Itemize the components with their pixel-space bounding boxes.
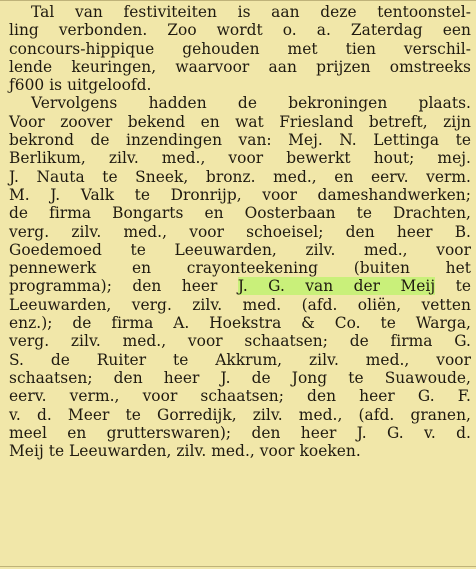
article-line: Leeuwarden, verg. zilv. med. (afd. oliën, vetten — [9, 295, 471, 314]
top-divider — [0, 0, 476, 1]
highlight-suffix: te — [435, 277, 472, 296]
article-line: ling verbonden. Zoo wordt o. a. Zaterdag een — [9, 21, 471, 40]
highlighted-name: J. G. van der Meij — [237, 277, 436, 296]
article-line: pennewerk en crayonteekening (buiten het — [9, 259, 471, 278]
article-text — [0, 3, 476, 460]
bottom-divider — [0, 566, 476, 567]
highlight-prefix: programma); den heer — [9, 277, 238, 296]
article-line: Vervolgens hadden de bekroningen plaats. — [31, 94, 471, 113]
article-line: schaatsen; den heer J. de Jong te Suawoude, — [9, 368, 471, 387]
article-line: Voor zoover bekend en wat Friesland betreft, zijn — [9, 112, 471, 131]
article-line: de firma Bongarts en Oosterbaan te Drachten, — [9, 204, 471, 223]
article-line: v. d. Meer te Gorredijk, zilv. med., (afd. granen, — [9, 405, 471, 424]
article-line: bekrond de inzendingen van: Mej. N. Lettinga te — [9, 131, 471, 150]
article-line: lende keuringen, waarvoor aan prijzen omstreeks — [9, 57, 471, 76]
article-line: concours-hippique gehouden met tien verschil- — [9, 39, 471, 58]
article-line: Tal van festiviteiten is aan deze tentoonstel- — [31, 3, 471, 21]
article-line: verg. zilv. med., voor schoeisel; den heer B. — [9, 222, 471, 241]
article-line: Goedemoed te Leeuwarden, zilv. med., voor — [9, 240, 471, 259]
article-line: S. de Ruiter te Akkrum, zilv. med., voor — [9, 350, 471, 369]
article-line: meel en grutterswaren); den heer J. G. v. d. — [9, 423, 471, 442]
article-line-with-highlight — [0, 277, 476, 295]
article-line: Meij te Leeuwarden, zilv. med., voor koeken. — [9, 442, 361, 461]
article-line: ƒ600 is uitgeloofd. — [9, 76, 152, 95]
article-line: verg. zilv. med., voor schaatsen; de firma G. — [9, 332, 471, 351]
article-line: M. J. Valk te Dronrijp, voor dameshandwerken; — [9, 185, 471, 204]
article-line: J. Nauta te Sneek, bronz. med., en eerv. verm. — [9, 167, 471, 186]
article-line: enz.); de firma A. Hoekstra & Co. te Warga, — [9, 314, 471, 333]
article-line: Berlikum, zilv. med., voor bewerkt hout; mej. — [9, 149, 471, 168]
article-line: eerv. verm., voor schaatsen; den heer G. F. — [9, 387, 471, 406]
